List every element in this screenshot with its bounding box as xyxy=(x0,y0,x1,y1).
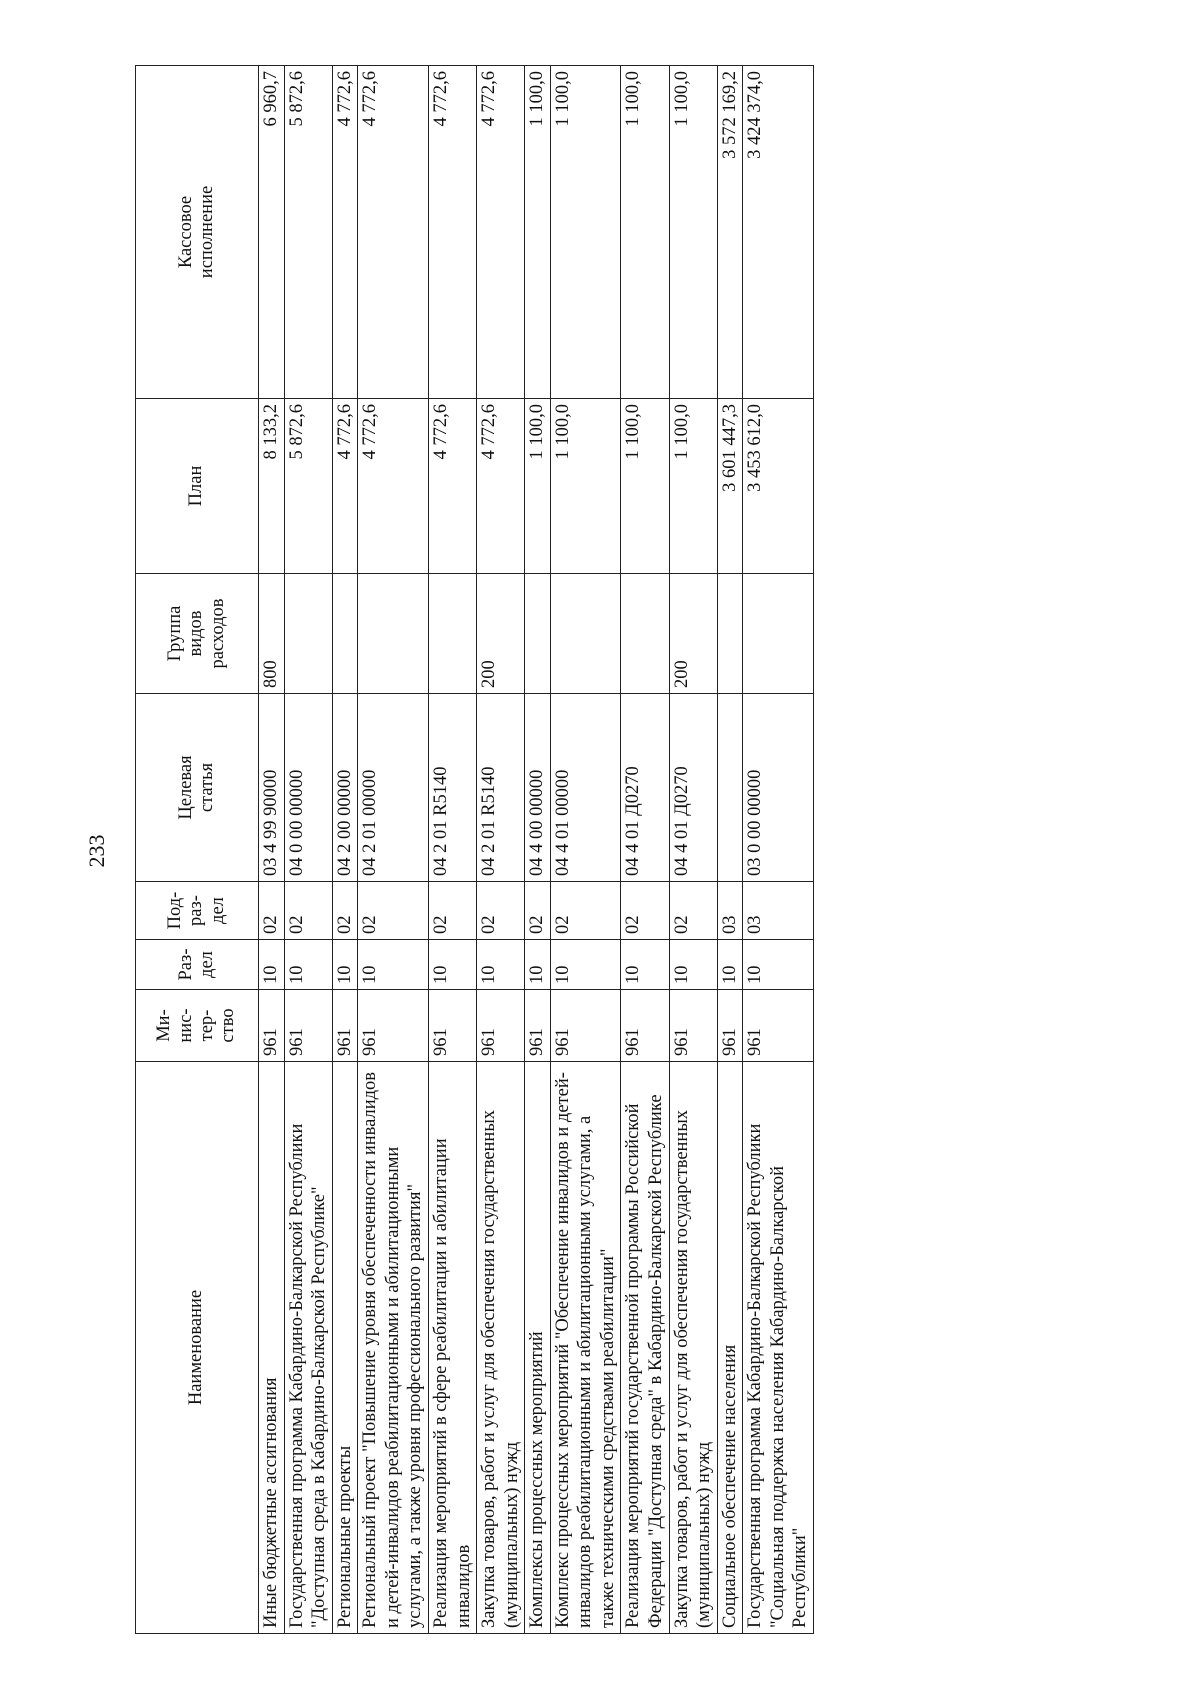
cell-section: 10 xyxy=(743,940,814,990)
cell-cash-execution: 4 772,6 xyxy=(332,66,358,399)
cell-expense-group xyxy=(550,574,621,694)
cell-cash-execution: 3 572 169,2 xyxy=(717,66,743,399)
cell-target-article xyxy=(717,694,743,882)
cell-subsection: 02 xyxy=(332,882,358,940)
page-number: 233 xyxy=(84,834,109,868)
table-row xyxy=(332,66,358,1634)
cell-name: Государственная программа Кабардино-Балкарской Республики "Социальная поддержка населения Кабардино-Балкарской Республики" xyxy=(743,1062,814,1634)
cell-expense-group xyxy=(525,574,551,694)
cell-subsection: 03 xyxy=(743,882,814,940)
header-plan: План xyxy=(136,399,259,574)
cell-cash-execution: 1 100,0 xyxy=(550,66,621,399)
cell-plan: 1 100,0 xyxy=(669,399,717,574)
cell-expense-group: 800 xyxy=(259,574,285,694)
header-ministry: Ми- нис- тер- ство xyxy=(136,990,259,1062)
cell-name: Социальное обеспечение населения xyxy=(717,1062,743,1634)
cell-section: 10 xyxy=(284,940,332,990)
cell-name: Закупка товаров, работ и услуг для обеспечения государственных (муниципальных) нужд xyxy=(477,1062,525,1634)
cell-section: 10 xyxy=(477,940,525,990)
cell-section: 10 xyxy=(332,940,358,990)
cell-cash-execution: 1 100,0 xyxy=(669,66,717,399)
cell-subsection: 02 xyxy=(621,882,669,940)
cell-plan: 4 772,6 xyxy=(358,399,429,574)
cell-target-article: 04 0 00 00000 xyxy=(284,694,332,882)
header-name: Наименование xyxy=(136,1062,259,1634)
cell-section: 10 xyxy=(525,940,551,990)
cell-cash-execution: 4 772,6 xyxy=(477,66,525,399)
cell-expense-group xyxy=(428,574,476,694)
cell-ministry: 961 xyxy=(358,990,429,1062)
cell-cash-execution: 4 772,6 xyxy=(358,66,429,399)
cell-ministry: 961 xyxy=(717,990,743,1062)
cell-target-article: 04 2 01 00000 xyxy=(358,694,429,882)
cell-section: 10 xyxy=(550,940,621,990)
table-row xyxy=(477,66,525,1634)
table-row xyxy=(717,66,743,1634)
cell-target-article: 03 4 99 90000 xyxy=(259,694,285,882)
table-row xyxy=(259,66,285,1634)
cell-ministry: 961 xyxy=(669,990,717,1062)
header-expense-group: Группа видов расходов xyxy=(136,574,259,694)
cell-plan: 8 133,2 xyxy=(259,399,285,574)
cell-cash-execution: 1 100,0 xyxy=(525,66,551,399)
cell-ministry: 961 xyxy=(428,990,476,1062)
cell-plan: 3 453 612,0 xyxy=(743,399,814,574)
cell-ministry: 961 xyxy=(332,990,358,1062)
cell-section: 10 xyxy=(259,940,285,990)
header-cash-execution: Кассовое исполнение xyxy=(136,66,259,399)
rotated-table-container xyxy=(135,66,1085,1634)
cell-name: Комплексы процессных мероприятий xyxy=(525,1062,551,1634)
cell-subsection: 02 xyxy=(284,882,332,940)
header-subsection: Под- раз- дел xyxy=(136,882,259,940)
table-row xyxy=(621,66,669,1634)
header-section: Раз- дел xyxy=(136,940,259,990)
cell-expense-group xyxy=(332,574,358,694)
table-row xyxy=(525,66,551,1634)
cell-subsection: 02 xyxy=(477,882,525,940)
cell-subsection: 02 xyxy=(358,882,429,940)
cell-target-article: 04 4 00 00000 xyxy=(525,694,551,882)
cell-ministry: 961 xyxy=(477,990,525,1062)
cell-expense-group xyxy=(743,574,814,694)
cell-plan: 1 100,0 xyxy=(525,399,551,574)
cell-target-article: 04 2 00 00000 xyxy=(332,694,358,882)
cell-plan: 5 872,6 xyxy=(284,399,332,574)
budget-table xyxy=(135,65,814,1634)
cell-subsection: 03 xyxy=(717,882,743,940)
cell-expense-group: 200 xyxy=(669,574,717,694)
table-row xyxy=(284,66,332,1634)
cell-subsection: 02 xyxy=(669,882,717,940)
cell-subsection: 02 xyxy=(428,882,476,940)
cell-plan: 4 772,6 xyxy=(428,399,476,574)
cell-ministry: 961 xyxy=(621,990,669,1062)
table-row xyxy=(743,66,814,1634)
cell-ministry: 961 xyxy=(743,990,814,1062)
cell-target-article: 04 4 01 Д0270 xyxy=(621,694,669,882)
cell-cash-execution: 5 872,6 xyxy=(284,66,332,399)
cell-cash-execution: 1 100,0 xyxy=(621,66,669,399)
cell-ministry: 961 xyxy=(525,990,551,1062)
cell-target-article: 04 4 01 00000 xyxy=(550,694,621,882)
cell-plan: 3 601 447,3 xyxy=(717,399,743,574)
cell-target-article: 04 2 01 R5140 xyxy=(428,694,476,882)
cell-plan: 1 100,0 xyxy=(550,399,621,574)
cell-plan: 4 772,6 xyxy=(332,399,358,574)
cell-target-article: 04 4 01 Д0270 xyxy=(669,694,717,882)
cell-section: 10 xyxy=(669,940,717,990)
cell-target-article: 03 0 00 00000 xyxy=(743,694,814,882)
cell-section: 10 xyxy=(621,940,669,990)
cell-name: Иные бюджетные ассигнования xyxy=(259,1062,285,1634)
table-row xyxy=(428,66,476,1634)
cell-ministry: 961 xyxy=(259,990,285,1062)
cell-name: Региональный проект "Повышение уровня обеспеченности инвалидов и детей-инвалидов реабилитационными и абилитационными услугами, а также уровня профессионального развития" xyxy=(358,1062,429,1634)
cell-cash-execution: 3 424 374,0 xyxy=(743,66,814,399)
cell-name: Комплекс процессных мероприятий "Обеспечение инвалидов и детей-инвалидов реабилитационными и абилитационными услугами, а также техническими средствами реабилитации" xyxy=(550,1062,621,1634)
cell-expense-group xyxy=(717,574,743,694)
cell-plan: 1 100,0 xyxy=(621,399,669,574)
cell-section: 10 xyxy=(717,940,743,990)
table-row xyxy=(358,66,429,1634)
table-header-row xyxy=(136,66,259,1634)
cell-name: Региональные проекты xyxy=(332,1062,358,1634)
cell-name: Закупка товаров, работ и услуг для обеспечения государственных (муниципальных) нужд xyxy=(669,1062,717,1634)
cell-name: Реализация мероприятий в сфере реабилитации и абилитации инвалидов xyxy=(428,1062,476,1634)
cell-target-article: 04 2 01 R5140 xyxy=(477,694,525,882)
cell-expense-group: 200 xyxy=(477,574,525,694)
cell-subsection: 02 xyxy=(525,882,551,940)
cell-expense-group xyxy=(621,574,669,694)
cell-cash-execution: 4 772,6 xyxy=(428,66,476,399)
cell-subsection: 02 xyxy=(259,882,285,940)
cell-section: 10 xyxy=(358,940,429,990)
cell-name: Государственная программа Кабардино-Балкарской Республики "Доступная среда в Кабардино-Балкарской Республике" xyxy=(284,1062,332,1634)
cell-section: 10 xyxy=(428,940,476,990)
cell-subsection: 02 xyxy=(550,882,621,940)
table-row xyxy=(669,66,717,1634)
cell-ministry: 961 xyxy=(550,990,621,1062)
cell-expense-group xyxy=(284,574,332,694)
cell-ministry: 961 xyxy=(284,990,332,1062)
cell-cash-execution: 6 960,7 xyxy=(259,66,285,399)
header-target-article: Целевая статья xyxy=(136,694,259,882)
cell-expense-group xyxy=(358,574,429,694)
cell-name: Реализация мероприятий государственной программы Российской Федерации "Доступная среда" в Кабардино-Балкарской Республике xyxy=(621,1062,669,1634)
table-row xyxy=(550,66,621,1634)
cell-plan: 4 772,6 xyxy=(477,399,525,574)
